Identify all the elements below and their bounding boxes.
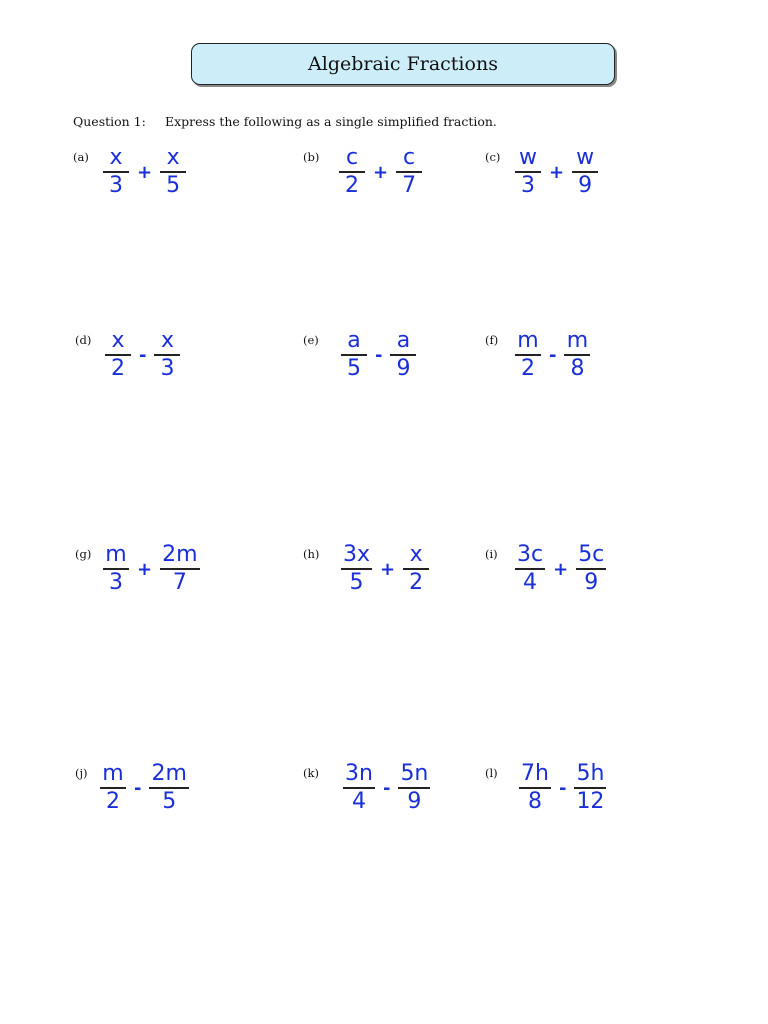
problem-expression (515, 543, 606, 595)
fraction-2 (576, 543, 606, 595)
fraction-1 (341, 543, 372, 595)
denominator: 3 (160, 356, 175, 381)
problem-label: (f) (485, 333, 499, 347)
numerator: 2m (151, 761, 187, 786)
numerator: c (345, 145, 359, 170)
denominator: 2 (521, 356, 535, 381)
denominator: 8 (570, 356, 585, 381)
denominator: 9 (396, 356, 411, 381)
numerator: m (105, 542, 127, 567)
operator: + (137, 558, 153, 580)
numerator: x (160, 328, 174, 353)
fraction-2 (154, 329, 180, 381)
denominator: 2 (409, 570, 424, 595)
problem-expression (341, 543, 429, 595)
denominator: 12 (576, 789, 605, 814)
operator: - (382, 777, 391, 799)
denominator: 2 (111, 356, 125, 381)
numerator: w (576, 145, 595, 170)
problem-label: (h) (303, 547, 320, 561)
fraction-1 (103, 543, 129, 595)
problem-label: (l) (485, 766, 498, 780)
fraction-1 (515, 329, 541, 381)
problem-label: (i) (485, 547, 498, 561)
problem-expression (515, 146, 598, 198)
problem-label: (j) (75, 766, 88, 780)
fraction-1 (341, 329, 367, 381)
problem-expression (103, 543, 200, 595)
denominator: 7 (402, 173, 417, 198)
numerator: 3n (345, 761, 373, 786)
denominator: 9 (584, 570, 599, 595)
operator: + (553, 558, 569, 580)
numerator: 5c (578, 542, 605, 567)
denominator: 3 (109, 570, 123, 595)
fraction-2 (564, 329, 590, 381)
denominator: 4 (523, 570, 538, 595)
denominator: 5 (162, 789, 177, 814)
numerator: x (166, 145, 180, 170)
fraction-2 (396, 146, 422, 198)
denominator: 3 (521, 173, 535, 198)
question-label: Question 1: (73, 114, 146, 129)
numerator: m (102, 761, 124, 786)
problem-label: (c) (485, 150, 501, 164)
numerator: x (409, 542, 423, 567)
fraction-1 (515, 146, 541, 198)
fraction-2 (390, 329, 416, 381)
numerator: 3x (343, 542, 371, 567)
numerator: x (111, 328, 125, 353)
denominator: 5 (166, 173, 181, 198)
operator: - (375, 344, 383, 366)
numerator: 7h (521, 761, 549, 786)
denominator: 4 (351, 789, 366, 814)
operator: + (137, 161, 153, 183)
problem-expression (519, 762, 606, 814)
operator: + (549, 161, 565, 183)
fraction-1 (339, 146, 365, 198)
fraction-1 (515, 543, 545, 595)
operator: - (134, 777, 142, 799)
fraction-2 (160, 146, 186, 198)
problem-expression (105, 329, 180, 381)
denominator: 9 (578, 173, 593, 198)
numerator: 5h (576, 761, 605, 786)
numerator: c (403, 145, 416, 170)
denominator: 7 (172, 570, 187, 595)
problem-label: (d) (75, 333, 92, 347)
fraction-2 (398, 762, 430, 814)
numerator: 2m (162, 542, 198, 567)
fraction-2 (160, 543, 199, 595)
denominator: 5 (347, 356, 361, 381)
operator: - (549, 344, 557, 366)
page-title: Algebraic Fractions (308, 53, 498, 75)
fraction-1 (343, 762, 375, 814)
fraction-1 (519, 762, 551, 814)
denominator: 8 (527, 789, 542, 814)
fraction-1 (100, 762, 126, 814)
denominator: 3 (109, 173, 123, 198)
problem-expression (100, 762, 189, 814)
numerator: 5n (400, 761, 429, 786)
numerator: x (109, 145, 123, 170)
operator: - (558, 777, 567, 799)
problem-label: (g) (75, 547, 92, 561)
numerator: a (347, 328, 361, 353)
problem-expression (515, 329, 590, 381)
title-box (191, 43, 615, 85)
fraction-2 (572, 146, 598, 198)
numerator: a (396, 328, 411, 353)
fraction-1 (105, 329, 131, 381)
problem-expression (341, 329, 416, 381)
question-instruction: Express the following as a single simplified fraction. (165, 114, 497, 129)
numerator: m (517, 328, 539, 353)
problem-expression (339, 146, 422, 198)
problem-label: (k) (303, 766, 319, 780)
problem-expression (343, 762, 430, 814)
numerator: w (519, 145, 537, 170)
operator: + (380, 558, 396, 580)
operator: + (373, 161, 389, 183)
numerator: 3c (517, 542, 544, 567)
fraction-2 (403, 543, 429, 595)
denominator: 5 (349, 570, 364, 595)
numerator: m (566, 328, 589, 353)
problem-expression (103, 146, 186, 198)
problem-label: (a) (73, 150, 89, 164)
problem-label: (b) (303, 150, 320, 164)
operator: - (139, 344, 147, 366)
fraction-1 (103, 146, 129, 198)
denominator: 9 (407, 789, 422, 814)
denominator: 2 (106, 789, 120, 814)
fraction-2 (574, 762, 606, 814)
denominator: 2 (345, 173, 359, 198)
fraction-2 (149, 762, 188, 814)
problem-label: (e) (303, 333, 319, 347)
